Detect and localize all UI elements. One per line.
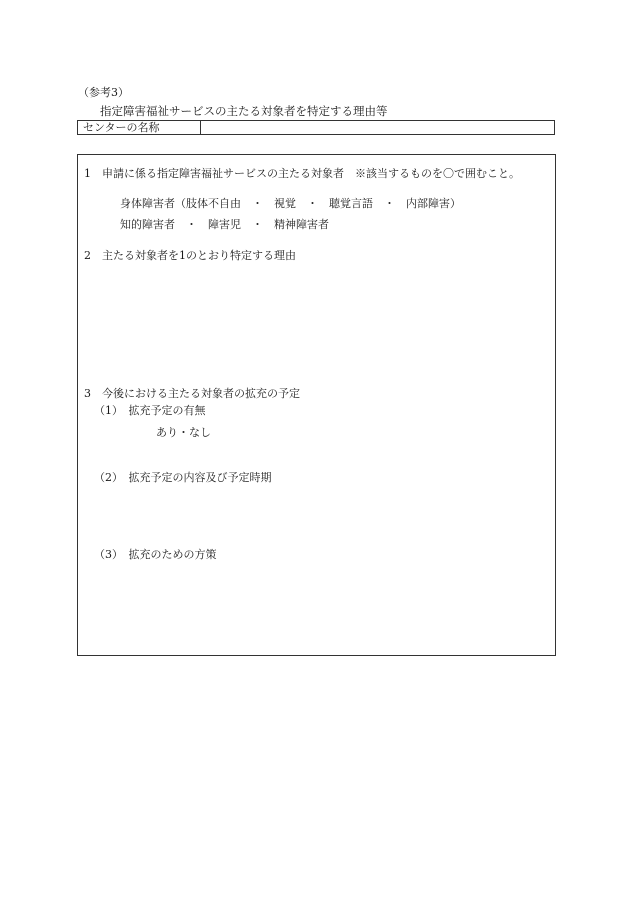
- main-form-box: [77, 154, 556, 656]
- center-name-field[interactable]: [202, 121, 554, 134]
- section3-sub1: （1） 拡充予定の有無: [94, 404, 206, 417]
- center-name-row: [77, 120, 555, 135]
- reference-label: （参考3）: [78, 86, 129, 99]
- section3-heading: 3 今後における主たる対象者の拡充の予定: [84, 387, 300, 400]
- section3-sub3: （3） 拡充のための方策: [94, 548, 217, 561]
- section1-options-other: 知的障害者 ・ 障害児 ・ 精神障害者: [120, 218, 329, 231]
- section1-options-physical: 身体障害者（肢体不自由 ・ 視覚 ・ 聴覚言語 ・ 内部障害）: [120, 197, 461, 210]
- center-name-label: センターの名称: [78, 121, 201, 134]
- section3-sub2: （2） 拡充予定の内容及び予定時期: [94, 471, 272, 484]
- document-title: 指定障害福祉サービスの主たる対象者を特定する理由等: [100, 104, 388, 118]
- section1-heading: 1 申請に係る指定障害福祉サービスの主たる対象者 ※該当するものを〇で囲むこと。: [84, 167, 520, 180]
- section3-sub1-answer: あり・なし: [156, 426, 211, 439]
- section2-heading: 2 主たる対象者を1のとおり特定する理由: [84, 249, 296, 262]
